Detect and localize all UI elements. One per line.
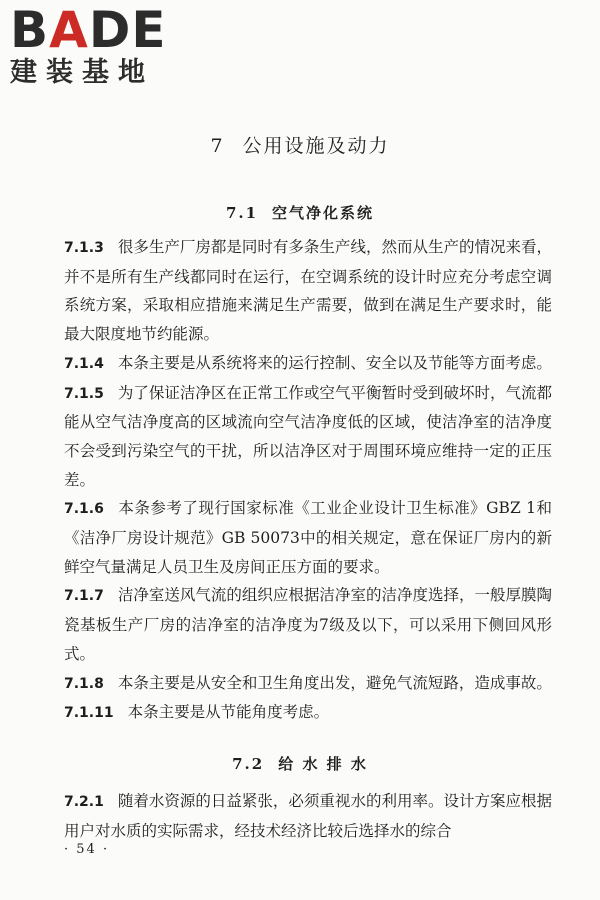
clause [64, 494, 552, 581]
clause-text: 随着水资源的日益紧张，必须重视水的利用率。设计方案应根据用户对水质的实际需求，经技术经济比较后选择水的综合 [64, 792, 552, 840]
clause-text: 为了保证洁净区在正常工作或空气平衡暂时受到破坏时，气流都能从空气洁净度高的区域流向空气洁净度低的区域，使洁净室的洁净度不会受到污染空气的干扰，所以洁净区对于周围环境应维持一定的正压差。 [64, 383, 552, 489]
clause [64, 379, 552, 495]
clause-list [64, 787, 552, 845]
clause [64, 581, 552, 668]
brand-logo [10, 1, 180, 90]
page-number: · 54 · [64, 842, 110, 857]
clause-text: 本条主要是从节能角度考虑。 [127, 703, 330, 722]
section-title-text: 空气净化系统 [272, 204, 375, 222]
section-title [0, 202, 600, 223]
chapter-title [0, 131, 600, 158]
clause-list [64, 233, 552, 728]
section-title-text: 给 水 排 水 [278, 755, 368, 773]
section-title [0, 753, 600, 774]
section-number: 7.2 [232, 755, 265, 773]
clause [64, 349, 552, 379]
chapter-number: 7 [210, 135, 225, 157]
clause-number: 7.1.11 [64, 705, 114, 722]
clause-number: 7.2.1 [64, 794, 104, 810]
clause [64, 233, 552, 349]
clause [64, 698, 552, 728]
logo-accent-letter: A [49, 1, 89, 59]
section-number: 7.1 [225, 204, 259, 222]
clause-number: 7.1.7 [64, 588, 104, 605]
clause-text: 本条参考了现行国家标准《工业企业设计卫生标准》GBZ 1和《洁净厂房设计规范》GB 50073中的相关规定，意在保证厂房内的新鲜空气量满足人员卫生及房间正压方面的要求。 [64, 499, 552, 576]
clause-text: 很多生产厂房都是同时有多条生产线，然而从生产的情况来看，并不是所有生产线都同时在运行，在空调系统的设计时应充分考虑空调系统方案，采取相应措施来满足生产需要，做到在满足生产要求时，能最大限度地节约能源。 [64, 238, 552, 344]
clause-number: 7.1.4 [64, 355, 104, 372]
clause-number: 7.1.5 [64, 385, 104, 402]
clause-text: 洁净室送风气流的组织应根据洁净室的洁净度选择，一般厚膜陶瓷基板生产厂房的洁净室的洁净度为7级及以下，可以采用下侧回风形式。 [64, 586, 552, 663]
logo-wordmark: BADE [10, 1, 167, 59]
clause-number: 7.1.8 [64, 675, 104, 692]
clause [64, 669, 552, 699]
clause-number: 7.1.3 [64, 240, 104, 256]
clause-text: 本条主要是从安全和卫生角度出发，避免气流短路，造成事故。 [117, 673, 552, 692]
chapter-title-text: 公用设施及动力 [242, 135, 390, 157]
clause-text: 本条主要是从系统将来的运行控制、安全以及节能等方面考虑。 [117, 353, 552, 372]
logo-subtitle: 建装基地 [10, 57, 154, 88]
clause [64, 787, 552, 845]
clause-number: 7.1.6 [64, 501, 104, 518]
